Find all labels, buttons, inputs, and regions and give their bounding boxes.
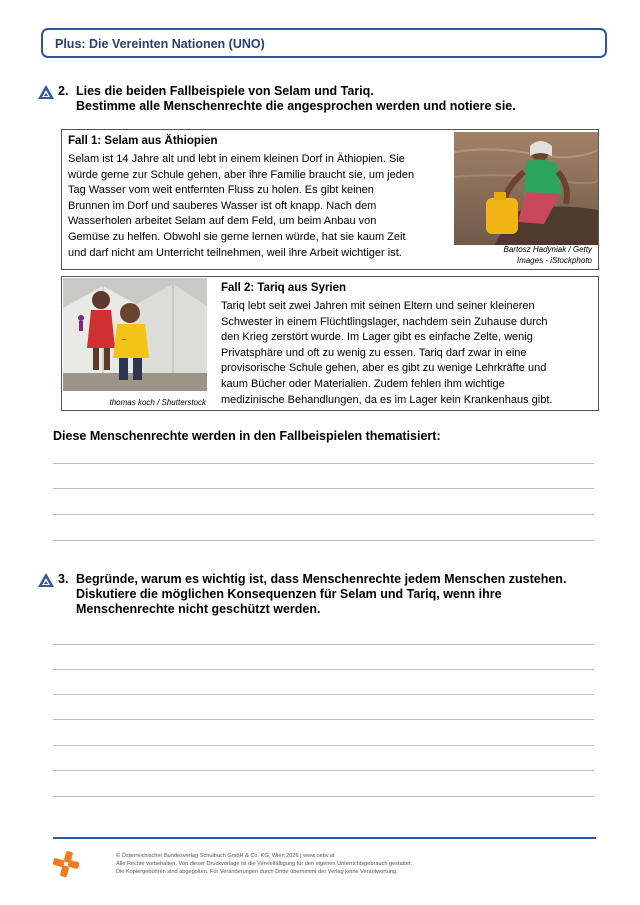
case-text-line: Gemüse zu helfen. Obwohl sie gerne lernen würde, hat sie kaum Zeit — [68, 230, 406, 243]
answer-line[interactable] — [53, 745, 594, 746]
case-1-photo — [454, 132, 598, 245]
answer-line[interactable] — [53, 796, 594, 797]
case-1-photo-credit — [454, 244, 592, 266]
publisher-logo-icon — [53, 851, 79, 877]
case-text-line: den Krieg zerstört wurde. Im Lager gibt es einfache Zelte, wenig — [221, 331, 533, 344]
answer-line[interactable] — [53, 669, 594, 670]
case-2-box — [61, 276, 599, 411]
task-instruction — [76, 572, 606, 617]
answer-line[interactable] — [53, 488, 594, 489]
case-2-photo-credit: thomas koch / Shutterstock — [109, 398, 206, 407]
footer-copyright — [116, 852, 412, 876]
case-2-text — [221, 299, 599, 408]
answer-line[interactable] — [53, 463, 594, 464]
case-text-line: Wasserholen arbeitet Selam auf dem Feld, um beim Anbau von — [68, 215, 377, 228]
case-text-line: Schwester in einem Flüchtlingslager, nachdem sein Zuhause durch — [221, 315, 548, 328]
answer-line[interactable] — [53, 719, 594, 720]
answer-section-label: Diese Menschenrechte werden in den Fallbeispielen thematisiert: — [53, 429, 441, 443]
answer-line[interactable] — [53, 770, 594, 771]
credit-line: Images - iStockphoto — [516, 256, 592, 265]
header-box — [41, 28, 607, 58]
case-text-line: Tag Wasser vom weit entfernten Fluss zu holen. Es gibt keinen — [68, 184, 374, 197]
case-text-line: medizinische Behandlungen, da es im Lager kein Krankenhaus gibt. — [221, 393, 553, 406]
svg-text:~: ~ — [121, 336, 127, 344]
case-text-line: und darf nicht am Unterricht teilnehmen, weil ihre Arbeit wichtiger ist. — [68, 246, 402, 259]
answer-line[interactable] — [53, 644, 594, 645]
case-2-photo — [63, 278, 207, 391]
task-instruction — [76, 84, 606, 114]
task-number: 3. — [58, 572, 69, 586]
case-text-line: Brunnen im Dorf und sauberes Wasser ist oft knapp. Nach dem — [68, 199, 377, 212]
case-text-line: Privatsphäre und oft zu wenig zu essen. Tariq darf zwar in eine — [221, 346, 527, 359]
difficulty-triangle-icon — [38, 85, 54, 99]
answer-line[interactable] — [53, 540, 594, 541]
task-instruction-line: Lies die beiden Fallbeispiele von Selam und Tariq. — [76, 84, 374, 98]
case-text-line: würde gerne zur Schule gehen, aber ihre Familie braucht sie, um jeden — [68, 168, 415, 181]
difficulty-triangle-icon — [38, 573, 54, 587]
case-1-title: Fall 1: Selam aus Äthiopien — [68, 135, 218, 147]
task-instruction-line: Bestimme alle Menschenrechte die angesprochen werden und notiere sie. — [76, 99, 516, 113]
task-instruction-line: Diskutiere die möglichen Konsequenzen für Selam und Tariq, wenn ihre — [76, 587, 502, 601]
footer-line: © Österreichischer Bundesverlag Schulbuch GmbH & Co. KG, Wien 2026 | www.oebv.at — [116, 853, 335, 859]
task-instruction-line: Begründe, warum es wichtig ist, dass Menschenrechte jedem Menschen zustehen. — [76, 572, 567, 586]
case-text-line: provisorische Schule gehen, aber es gibt zu wenige Lehrkräfte und — [221, 362, 547, 375]
task-instruction-line: Menschenrechte nicht geschützt werden. — [76, 602, 321, 616]
case-1-text — [68, 152, 460, 261]
answer-line[interactable] — [53, 514, 594, 515]
case-text-line: kaum Bücher oder Materialien. Zudem fehlen ihm wichtige — [221, 377, 505, 390]
case-text-line: Tariq lebt seit zwei Jahren mit seinen Eltern und seiner kleineren — [221, 300, 535, 312]
footer-line: Alle Rechte vorbehalten. Von dieser Druckvorlage ist die Vervielfältigung für den eigenen Unterrichtsgebrauch gestattet. — [116, 861, 413, 867]
footer-line: Die Kopiergebühren sind abgegolten. Für Veränderungen durch Dritte übernimmt der Verlag keine Verantwortung. — [116, 869, 398, 875]
footer-rule — [53, 837, 596, 839]
answer-line[interactable] — [53, 694, 594, 695]
case-1-box — [61, 129, 599, 270]
credit-line: Bartosz Hadyniak / Getty — [503, 245, 592, 254]
case-text-line: Selam ist 14 Jahre alt und lebt in einem kleinen Dorf in Äthiopien. Sie — [68, 153, 405, 165]
page-title: Plus: Die Vereinten Nationen (UNO) — [55, 37, 265, 51]
task-number: 2. — [58, 84, 69, 98]
case-2-title: Fall 2: Tariq aus Syrien — [221, 282, 347, 294]
